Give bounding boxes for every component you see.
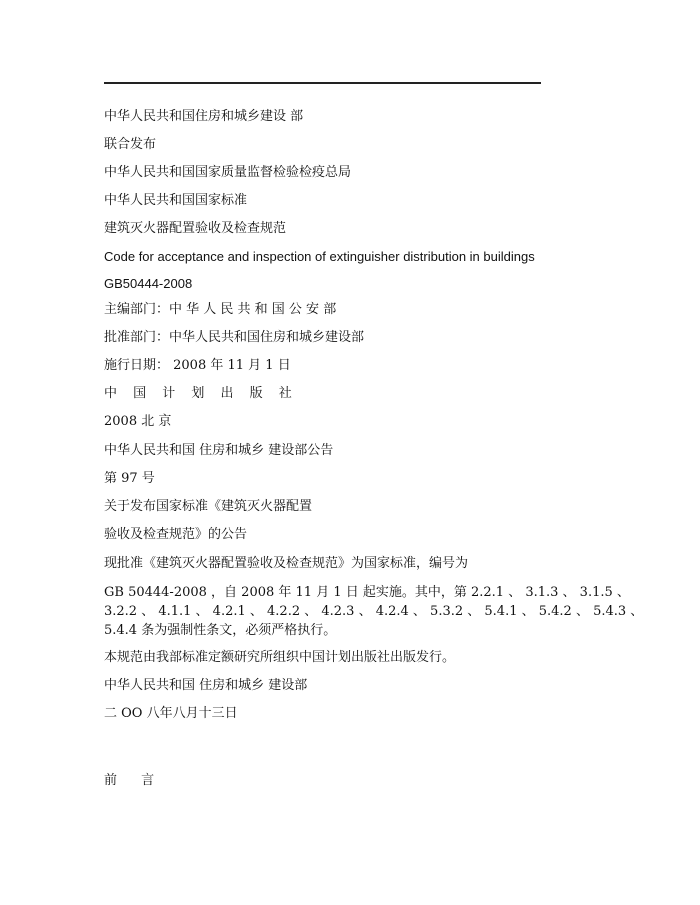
announcement-number: 第 97 号 <box>104 471 155 486</box>
top-rule-divider <box>104 82 541 84</box>
joint-release-line: 联合发布 <box>104 137 157 152</box>
announcement-body-intro: 现批准《建筑灭火器配置验收及检查规范》为国家标准，编号为 <box>104 556 469 571</box>
publishing-note: 本规范由我部标准定额研究所组织中国计划出版社出版发行。 <box>104 650 456 665</box>
issuer-aqsiq-line: 中华人民共和国国家质量监督检验检疫总局 <box>104 165 352 180</box>
standard-title-cn: 建筑灭火器配置验收及检查规范 <box>104 221 287 236</box>
standard-title-en: Code for acceptance and inspection of extinguisher distribution in buildings <box>104 249 535 264</box>
national-standard-line: 中华人民共和国国家标准 <box>104 193 248 208</box>
publisher: 中 国 计 划 出 版 社 <box>104 386 298 401</box>
announcement-body-line-3: 5.4.4 条为强制性条文，必须严格执行。 <box>104 623 337 638</box>
effective-date: 施行日期： 2008 年 11 月 1 日 <box>104 358 291 373</box>
announcement-body-paragraph <box>104 583 644 640</box>
announcement-body-line-2: 3.2.2 、 4.1.1 、 4.2.1 、 4.2.2 、 4.2.3 、 4.2.4 、 5.3.2 、 5.4.1 、 5.4.2 、 5.4.3 、 <box>104 604 644 619</box>
signature-issuer: 中华人民共和国 住房和城乡 建设部 <box>104 678 308 693</box>
standard-code: GB50444-2008 <box>104 276 193 291</box>
publication-place-year: 2008 北 京 <box>104 414 172 429</box>
chief-editor-department: 主编部门：中 华 人 民 共 和 国 公 安 部 <box>104 302 337 317</box>
issuer-ministry-line: 中华人民共和国住房和城乡建设 部 <box>104 109 304 124</box>
preface-heading: 前 言 <box>104 773 165 788</box>
approval-department: 批准部门：中华人民共和国住房和城乡建设部 <box>104 330 365 345</box>
announcement-title-line-2: 验收及检查规范》的公告 <box>104 527 248 542</box>
announcement-body-line-1: GB 50444-2008 ，自 2008 年 11 月 1 日 起实施。其中，第 2.2.1 、 3.1.3 、 3.1.5 、 <box>104 585 630 600</box>
signature-date: 二 OO 八年八月十三日 <box>104 706 238 721</box>
announcement-issuer: 中华人民共和国 住房和城乡 建设部公告 <box>104 443 334 458</box>
announcement-title-line-1: 关于发布国家标准《建筑灭火器配置 <box>104 499 313 514</box>
